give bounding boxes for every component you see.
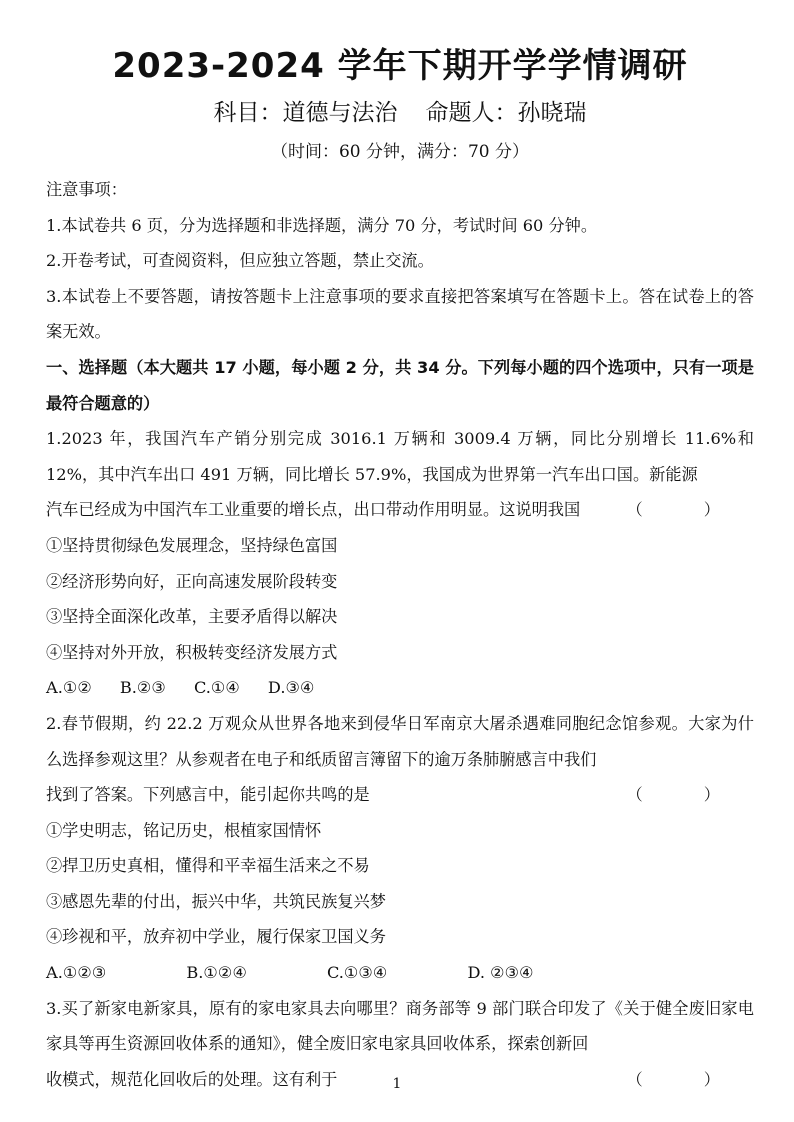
answer-parentheses: （ ） xyxy=(626,785,748,805)
statement: ④珍视和平，放弃初中学业，履行保家卫国义务 xyxy=(46,927,386,947)
option-c: C.①③④ xyxy=(326,963,388,983)
option-d: D. ②③④ xyxy=(467,963,534,983)
author-label: 命题人：孙晓瑞 xyxy=(425,100,587,126)
question-1 xyxy=(46,421,754,706)
page-number: 1 xyxy=(392,1076,402,1092)
note-item: 1.本试卷共 6 页，分为选择题和非选择题，满分 70 分，考试时间 60 分钟。 xyxy=(46,215,598,235)
question-stem: 1.2023 年，我国汽车产销分别完成 3016.1 万辆和 3009.4 万辆，同比分别增长 11.6%和 12%，其中汽车出口 491 万辆，同比增长 57.9%，我国成为世界第一汽车出口国。新能源 xyxy=(46,429,754,484)
statement: ①学史明志，铭记历史，根植家国情怀 xyxy=(46,820,322,840)
exam-body xyxy=(46,172,754,1097)
answer-options xyxy=(46,955,754,991)
question-stem-tail: 收模式，规范化回收后的处理。这有利于 xyxy=(46,1069,338,1089)
note-item: 3.本试卷上不要答题，请按答题卡上注意事项的要求直接把答案填写在答题卡上。答在试卷上的答案无效。 xyxy=(46,286,754,342)
statement: ②经济形势向好，正向高速发展阶段转变 xyxy=(46,571,338,591)
question-2 xyxy=(46,706,754,991)
question-stem-tail: 汽车已经成为中国汽车工业重要的增长点，出口带动作用明显。这说明我国 xyxy=(46,500,581,520)
page-title: 2023-2024 学年下期开学学情调研 xyxy=(112,46,688,86)
statement: ④坚持对外开放，积极转变经济发展方式 xyxy=(46,642,338,662)
subject-label: 科目：道德与法治 xyxy=(213,100,398,126)
statement: ①坚持贯彻绿色发展理念，坚持绿色富国 xyxy=(46,535,338,555)
option-d: D.③④ xyxy=(267,678,315,698)
question-stem: 3.买了新家电新家具，原有的家电家具去向哪里？商务部等 9 部门联合印发了《关于健全废旧家电家具等再生资源回收体系的通知》，健全废旧家电家具回收体系，探索创新回 xyxy=(46,998,754,1054)
note-item: 2.开卷考试，可查阅资料，但应独立答题，禁止交流。 xyxy=(46,251,434,271)
option-b: B.②③ xyxy=(119,678,166,698)
option-b: B.①②④ xyxy=(186,963,247,983)
question-stem-end xyxy=(46,492,754,528)
question-stem-tail: 找到了答案。下列感言中，能引起你共鸣的是 xyxy=(46,785,370,805)
notes-heading: 注意事项： xyxy=(46,180,127,199)
option-a: A.①② xyxy=(46,678,92,698)
answer-parentheses: （ ） xyxy=(626,500,748,520)
question-stem: 2.春节假期，约 22.2 万观众从世界各地来到侵华日军南京大屠杀遇难同胞纪念馆参观。大家为什么选择参观这里？从参观者在电子和纸质留言簿留下的逾万条肺腑感言中我们 xyxy=(46,713,754,769)
statement: ③感恩先辈的付出，振兴中华，共筑民族复兴梦 xyxy=(46,891,386,911)
statement: ③坚持全面深化改革，主要矛盾得以解决 xyxy=(46,607,338,627)
answer-options xyxy=(46,670,754,706)
section-heading: 一、选择题（本大题共 17 小题，每小题 2 分，共 34 分。下列每小题的四个选项中，只有一项是最符合题意的） xyxy=(46,357,754,413)
option-c: C.①④ xyxy=(193,678,240,698)
statement: ②捍卫历史真相，懂得和平幸福生活来之不易 xyxy=(46,856,370,876)
subject-line xyxy=(46,96,754,130)
time-info: （时间：60 分钟，满分：70 分） xyxy=(270,142,530,162)
question-stem-end xyxy=(46,777,754,813)
answer-parentheses: （ ） xyxy=(626,1069,748,1089)
option-a: A.①②③ xyxy=(46,963,107,983)
